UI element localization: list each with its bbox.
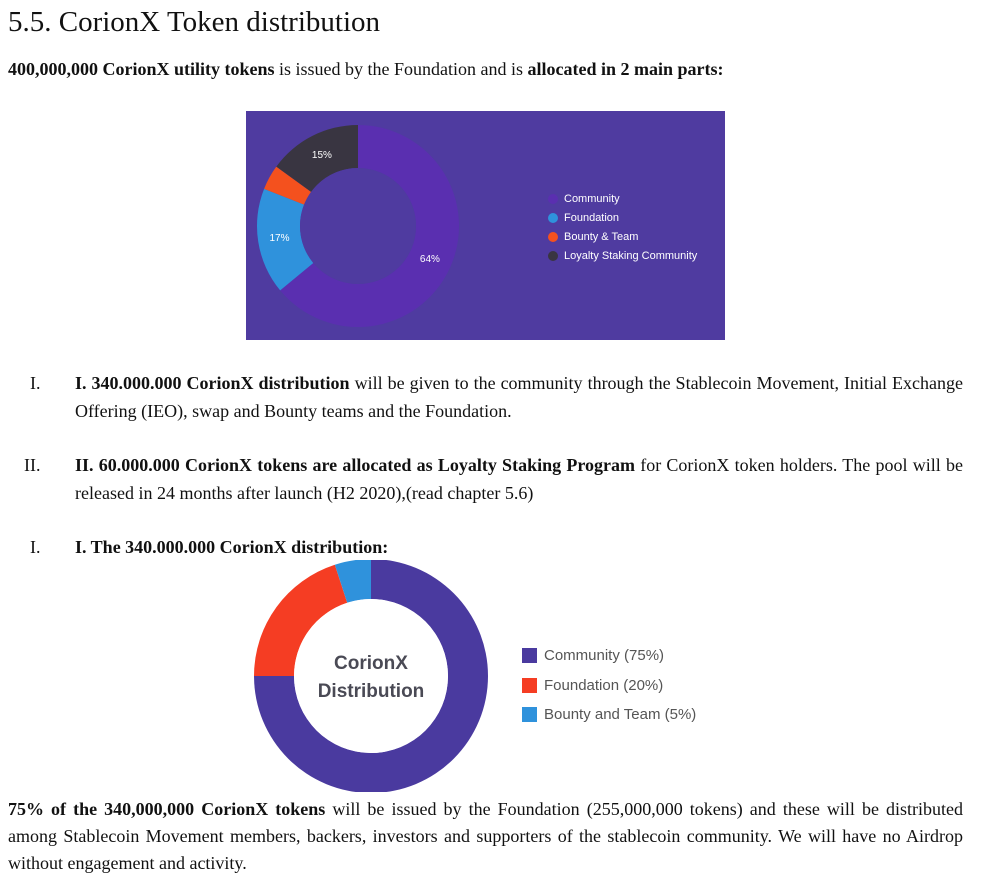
legend-swatch bbox=[522, 678, 537, 693]
legend-label: Loyalty Staking Community bbox=[564, 249, 698, 262]
list-item-bold: II. 60.000.000 CorionX tokens are allocated as Loyalty Staking Program bbox=[75, 455, 635, 475]
legend-label: Foundation bbox=[564, 211, 620, 224]
legend-label: Bounty and Team (5%) bbox=[544, 706, 697, 724]
legend-label: Community bbox=[564, 192, 620, 205]
slice-label-loyalty-staking-community: 15% bbox=[311, 149, 332, 161]
slice-label-foundation: 17% bbox=[269, 232, 290, 244]
list-item-text bbox=[75, 533, 963, 561]
intro-text: is issued by the Foundation and is bbox=[274, 59, 528, 79]
center-label: Distribution bbox=[317, 681, 425, 702]
intro-bold-tokens: 400,000,000 CorionX utility tokens bbox=[8, 59, 275, 79]
legend-item-loyalty-staking-community bbox=[548, 246, 697, 265]
legend-item-foundation-20 bbox=[522, 671, 696, 701]
corionx-distribution-chart bbox=[252, 560, 492, 792]
list-item-text bbox=[75, 451, 963, 507]
closing-bold: 75% of the 340,000,000 CorionX tokens bbox=[8, 799, 326, 819]
corionx-distribution-legend bbox=[522, 641, 696, 730]
legend-label: Community (75%) bbox=[544, 647, 665, 665]
legend-swatch bbox=[548, 213, 558, 223]
legend-swatch bbox=[548, 251, 558, 261]
section-heading: 5.5. CorionX Token distribution bbox=[8, 6, 381, 38]
list-item-body: will be given to the community through the Stablecoin Movement, Initial Exchange Offering (IEO), swap and Bounty teams and the Foundation. bbox=[75, 373, 963, 421]
list-item-text bbox=[75, 369, 963, 425]
legend-item-bounty-team bbox=[548, 227, 697, 246]
slice-label-community: 64% bbox=[419, 254, 440, 266]
legend-item-community-75 bbox=[522, 641, 696, 671]
closing-text: will be issued by the Foundation (255,000,000 tokens) and these will be distributed among Stablecoin Movement members, backers, investors and supporters of the stablecoin community. We will have no Airdrop without engagement and activity. bbox=[8, 799, 963, 873]
legend-swatch bbox=[522, 707, 537, 722]
list-item-bold: I. 340.000.000 CorionX distribution bbox=[75, 373, 350, 393]
token-distribution-chart bbox=[246, 111, 725, 340]
center-label: CorionX bbox=[334, 653, 408, 674]
legend-item-bounty-and-team-5 bbox=[522, 700, 696, 730]
token-distribution-legend bbox=[548, 189, 697, 265]
legend-swatch bbox=[522, 648, 537, 663]
list-marker: I. bbox=[30, 373, 41, 393]
legend-label: Bounty & Team bbox=[564, 230, 639, 243]
list-item-body: for CorionX token holders. The pool will be released in 24 months after launch (H2 2020),(read chapter 5.6) bbox=[75, 455, 963, 503]
legend-swatch bbox=[548, 194, 558, 204]
intro-paragraph bbox=[8, 57, 724, 81]
closing-paragraph bbox=[8, 796, 963, 877]
legend-item-foundation bbox=[548, 208, 697, 227]
corionx-distribution-donut bbox=[252, 560, 492, 792]
intro-bold-parts: allocated in 2 main parts: bbox=[527, 59, 724, 79]
legend-swatch bbox=[548, 232, 558, 242]
list-item-bold: I. The 340.000.000 CorionX distribution: bbox=[75, 537, 389, 557]
legend-item-community bbox=[548, 189, 697, 208]
donut-hole bbox=[300, 168, 416, 284]
list-marker: II. bbox=[24, 455, 41, 475]
donut-hole bbox=[294, 599, 448, 753]
list-marker: I. bbox=[30, 537, 41, 557]
legend-label: Foundation (20%) bbox=[544, 676, 664, 694]
